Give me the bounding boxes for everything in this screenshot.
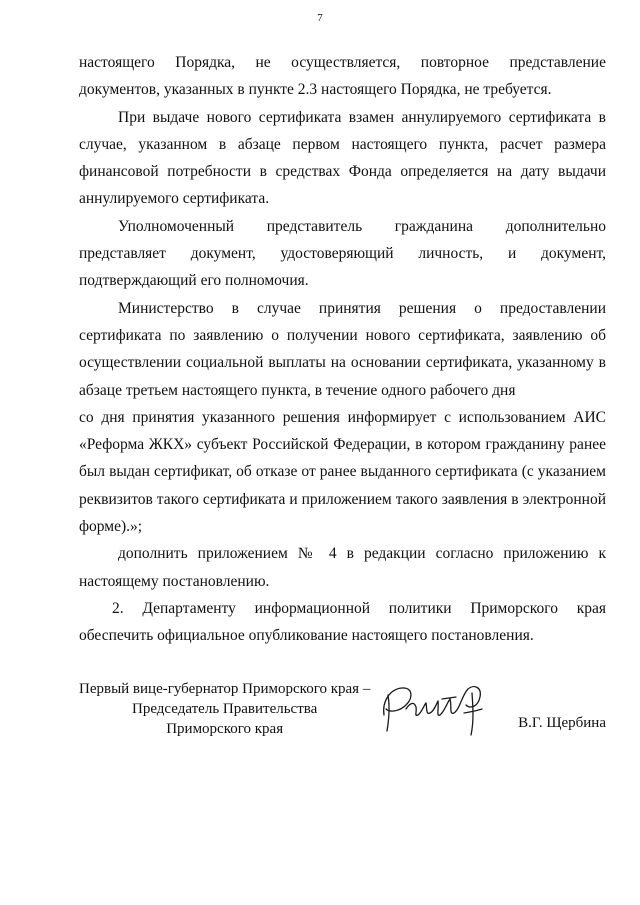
paragraph-representative: Уполномоченный представитель гражданина дополнительно представляет документ, удостоверяющий личность, и документ, подтверждающий его полномочия. [79, 217, 606, 290]
paragraph-ministry: Министерство в случае принятия решения о предоставлении сертификата по заявлению о получении нового сертификата, заявлению об осуществлении социальной выплаты на основании сертификата, указанному в абзаце третьем настоящего пункта, в течение одного рабочего дня [79, 299, 606, 399]
handwritten-signature [376, 679, 501, 743]
signer-title [79, 679, 370, 739]
signer-title-line-3: Приморского края [166, 721, 284, 737]
document-body [79, 49, 606, 650]
paragraph-new-certificate: При выдаче нового сертификата взамен аннулируемого сертификата в случае, указанном в абзаце первом настоящего пункта, расчет размера финансовой потребности в средствах Фонда определяется на дату выдачи аннулируемого сертификата. [79, 108, 606, 208]
signer-name: В.Г. Щербина [518, 715, 606, 731]
paragraph-ministry-continued: со дня принятия указанного решения информирует с использованием АИС «Реформа ЖКХ» субъект Российской Федерации, в котором гражданину ранее был выдан сертификат, об отказе от ранее выданного сертификата (с указанием реквизитов такого сертификата и приложением такого заявления в электронной форме).»; [79, 408, 606, 536]
paragraph-continuation: настоящего Порядка, не осуществляется, повторное представление документов, указанных в пункте 2.3 настоящего Порядка, не требуется. [79, 54, 606, 99]
paragraph-appendix: дополнить приложением № 4 в редакции согласно приложению к настоящему постановлению. [79, 545, 606, 590]
page-number: 7 [317, 12, 323, 24]
paragraph-item-2: 2. Департаменту информационной политики Приморского края обеспечить официальное опубликование настоящего постановления. [79, 599, 606, 645]
signer-title-line-1: Первый вице-губернатор Приморского края – [79, 681, 371, 697]
signer-title-line-2: Председатель Правительства [132, 701, 318, 717]
signature-block [79, 679, 606, 739]
